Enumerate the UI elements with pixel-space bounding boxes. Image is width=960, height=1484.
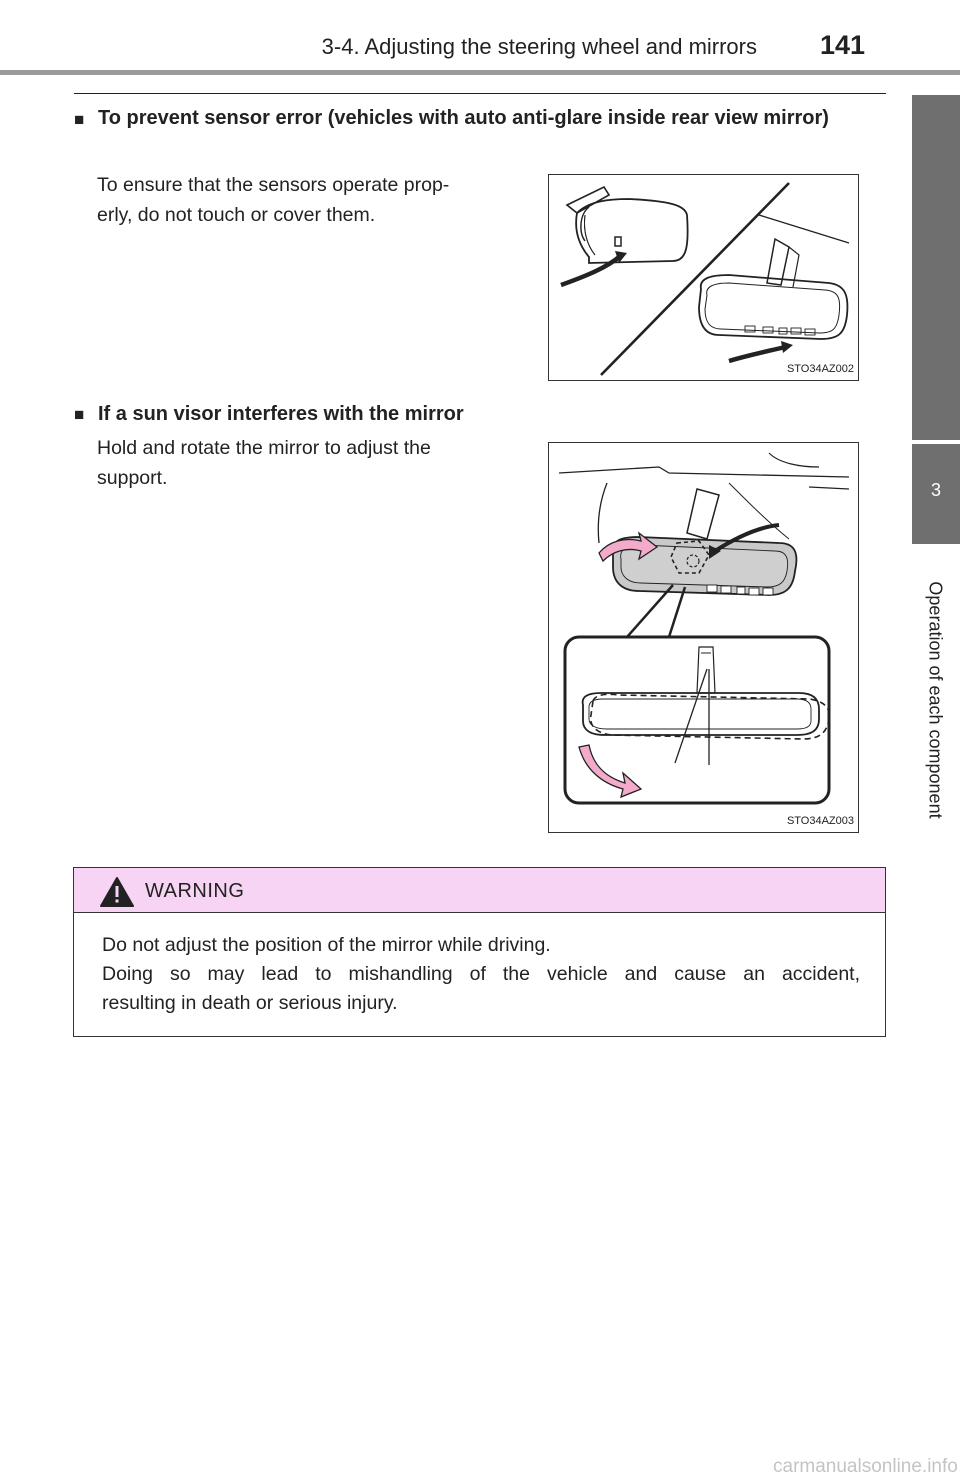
section-rule bbox=[74, 93, 886, 94]
warning-title: WARNING bbox=[145, 880, 245, 902]
header-rule bbox=[0, 70, 960, 75]
figure-code: STO34AZ003 bbox=[786, 815, 854, 827]
section-body-line: support. bbox=[97, 467, 168, 489]
chapter-tab bbox=[912, 444, 960, 544]
warning-triangle-icon bbox=[99, 876, 135, 908]
side-tab-bar bbox=[912, 95, 960, 440]
section-heading-sensor-error: To prevent sensor error (vehicles with auto anti-glare inside rear view mirror) bbox=[98, 107, 829, 129]
page-number: 141 bbox=[820, 30, 866, 60]
warning-text-line: Do not adjust the position of the mirror while driving. bbox=[102, 934, 551, 956]
section-header-title: 3-4. Adjusting the steering wheel and mirrors bbox=[321, 34, 757, 59]
section-bullet: ■ bbox=[74, 110, 85, 129]
mirror-rotate-illustration bbox=[549, 443, 858, 832]
warning-header bbox=[74, 868, 885, 913]
section-bullet: ■ bbox=[74, 405, 85, 424]
figure-mirror-rotate bbox=[548, 442, 859, 833]
watermark: carmanualsonline.info bbox=[773, 1456, 958, 1477]
warning-box bbox=[73, 867, 886, 1037]
mirror-sensor-illustration bbox=[549, 175, 858, 380]
figure-code: STO34AZ002 bbox=[786, 363, 854, 375]
chapter-number: 3 bbox=[930, 480, 941, 500]
figure-mirror-sensors bbox=[548, 174, 859, 381]
warning-text-line: Doing so may lead to mishandling of the vehicle and cause an accident, bbox=[102, 963, 860, 985]
section-body-line: Hold and rotate the mirror to adjust the bbox=[97, 437, 431, 459]
warning-text-line: resulting in death or serious injury. bbox=[102, 992, 398, 1014]
section-heading-sun-visor: If a sun visor interferes with the mirror bbox=[98, 403, 464, 425]
section-body-line: To ensure that the sensors operate prop- bbox=[97, 174, 450, 196]
chapter-label: Operation of each component bbox=[925, 581, 946, 819]
section-body-line: erly, do not touch or cover them. bbox=[97, 204, 376, 226]
